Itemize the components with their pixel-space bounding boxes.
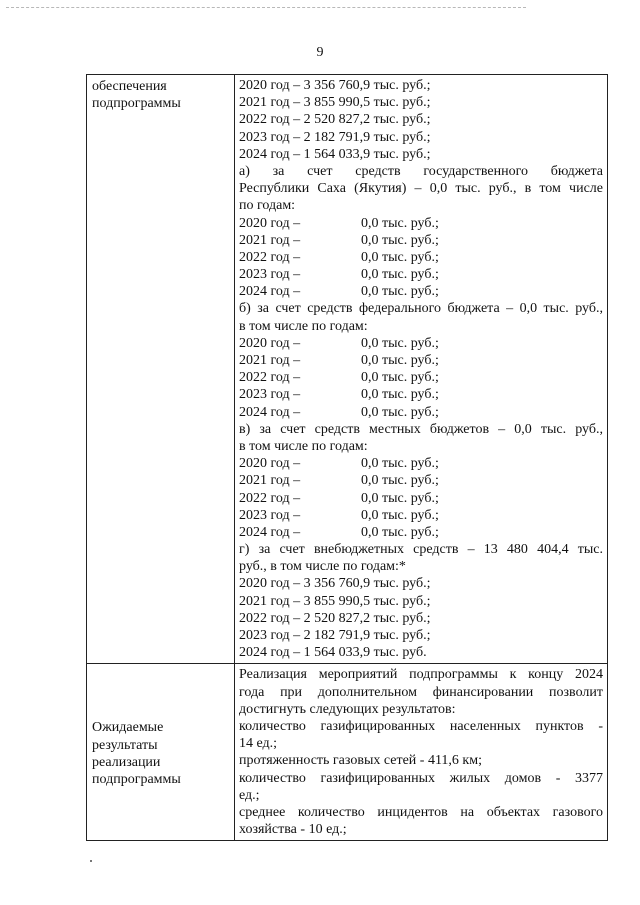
year-amount-line — [239, 386, 603, 403]
amount-value: 0,0 тыс. руб.; — [361, 335, 439, 351]
year-amount-line — [239, 352, 603, 369]
row-content-expected-results — [235, 664, 608, 841]
text-line: в том числе по годам: — [239, 438, 368, 454]
amount-value: 0,0 тыс. руб.; — [361, 507, 439, 523]
year-label: 2020 год – — [239, 456, 301, 472]
year-amount-line — [239, 283, 603, 300]
amount-value: 0,0 тыс. руб.; — [361, 490, 439, 506]
table-row-funding — [87, 75, 608, 664]
year-amount-line — [239, 232, 603, 249]
text-line: 2022 год – 2 520 827,2 тыс. руб.; — [239, 112, 431, 128]
row-label-line: реализации — [92, 754, 161, 770]
year-label: 2021 год – — [239, 232, 301, 248]
amount-value: 0,0 тыс. руб.; — [361, 370, 439, 386]
year-label: 2022 год – — [239, 249, 301, 265]
amount-value: 0,0 тыс. руб.; — [361, 387, 439, 403]
year-label: 2022 год – — [239, 490, 301, 506]
amount-value: 0,0 тыс. руб.; — [361, 524, 439, 540]
text-line: достигнуть следующих результатов: — [239, 701, 456, 717]
text-line: 2024 год – 1 564 033,9 тыс. руб.; — [239, 146, 431, 162]
row-label-line: подпрограммы — [92, 772, 181, 787]
year-amount-line — [239, 507, 603, 524]
year-amount-line — [239, 404, 603, 421]
amount-value: 0,0 тыс. руб.; — [361, 284, 439, 300]
amount-value: 0,0 тыс. руб.; — [361, 232, 439, 248]
text-line: г) за счет внебюджетных средств – 13 480 404,4 тыс. — [239, 542, 603, 558]
text-line: а) за счет средств государственного бюджета — [239, 163, 603, 179]
year-amount-line — [239, 266, 603, 283]
text-line: в том числе по годам: — [239, 318, 368, 334]
year-amount-line — [239, 215, 603, 232]
amount-value: 0,0 тыс. руб.; — [361, 215, 439, 231]
row-label-line: обеспечения — [92, 79, 167, 94]
text-line: 2023 год – 2 182 791,9 тыс. руб.; — [239, 628, 431, 643]
amount-value: 0,0 тыс. руб.; — [361, 456, 439, 472]
year-label: 2020 год – — [239, 215, 301, 231]
program-passport-table — [86, 74, 608, 841]
amount-value: 0,0 тыс. руб.; — [361, 249, 439, 265]
text-line: 2020 год – 3 356 760,9 тыс. руб.; — [239, 576, 431, 592]
scan-edge-line — [6, 7, 526, 8]
row-label-line: Ожидаемые — [92, 720, 164, 736]
text-line: в) за счет средств местных бюджетов – 0,0 тыс. руб., — [239, 421, 603, 437]
text-line: года при дополнительном финансировании позволит — [239, 684, 603, 700]
text-line: по годам: — [239, 198, 296, 214]
year-label: 2024 год – — [239, 404, 301, 420]
row-label-line: результаты — [92, 737, 158, 753]
text-line: количество газифицированных населенных пунктов - — [239, 718, 603, 734]
year-amount-line — [239, 335, 603, 352]
scan-speck — [90, 860, 92, 862]
year-label: 2021 год – — [239, 353, 301, 368]
text-line: 2022 год – 2 520 827,2 тыс. руб.; — [239, 610, 431, 626]
text-line: 2023 год – 2 182 791,9 тыс. руб.; — [239, 129, 431, 145]
text-line: среднее количество инцидентов на объектах газового — [239, 804, 603, 820]
amount-value: 0,0 тыс. руб.; — [361, 353, 439, 368]
year-amount-line — [239, 249, 603, 266]
year-label: 2022 год – — [239, 370, 301, 386]
table-row-expected-results — [87, 664, 608, 841]
year-amount-line — [239, 524, 603, 541]
year-amount-line — [239, 490, 603, 507]
page-number: 9 — [316, 45, 324, 60]
text-line: б) за счет средств федерального бюджета – 0,0 тыс. руб., — [239, 301, 603, 317]
text-line: Реализация мероприятий подпрограммы к концу 2024 — [239, 667, 603, 683]
amount-value: 0,0 тыс. руб.; — [361, 267, 439, 283]
amount-value: 0,0 тыс. руб.; — [361, 473, 439, 489]
year-label: 2024 год – — [239, 524, 301, 540]
text-line: 2024 год – 1 564 033,9 тыс. руб. — [239, 645, 427, 661]
year-label: 2023 год – — [239, 507, 301, 523]
text-line: 14 ед.; — [239, 736, 278, 752]
text-line: руб., в том числе по годам:* — [239, 559, 406, 575]
text-line: ед.; — [239, 787, 260, 803]
text-line: Республики Саха (Якутия) – 0,0 тыс. руб., в том числе — [239, 181, 603, 197]
text-line: 2020 год – 3 356 760,9 тыс. руб.; — [239, 78, 431, 93]
text-line: 2021 год – 3 855 990,5 тыс. руб.; — [239, 593, 431, 609]
year-label: 2024 год – — [239, 284, 301, 300]
text-line: протяженность газовых сетей - 411,6 км; — [239, 753, 482, 769]
row-label-line: подпрограммы — [92, 96, 181, 112]
row-label-expected-results — [87, 664, 235, 841]
year-label: 2021 год – — [239, 473, 301, 489]
year-amount-line — [239, 369, 603, 386]
text-line: 2021 год – 3 855 990,5 тыс. руб.; — [239, 95, 431, 111]
year-label: 2023 год – — [239, 267, 301, 283]
year-amount-line — [239, 455, 603, 472]
year-label: 2023 год – — [239, 387, 301, 403]
amount-value: 0,0 тыс. руб.; — [361, 404, 439, 420]
year-amount-line — [239, 472, 603, 489]
year-label: 2020 год – — [239, 335, 301, 351]
row-label-funding — [87, 75, 235, 664]
row-content-funding — [235, 75, 608, 664]
text-line: хозяйства - 10 ед.; — [239, 822, 347, 838]
text-line: количество газифицированных жилых домов - 3377 — [239, 770, 603, 786]
